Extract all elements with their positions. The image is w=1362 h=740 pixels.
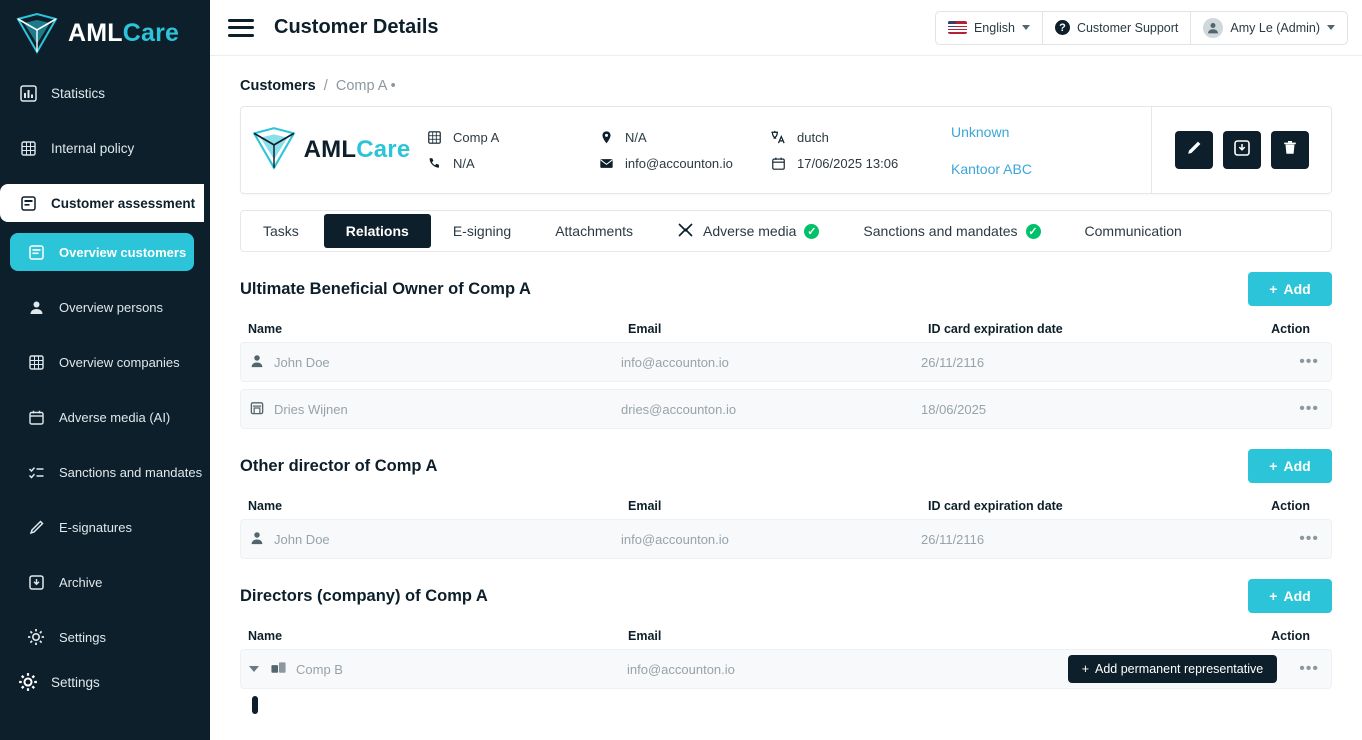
column-header-action: Action	[1271, 499, 1310, 513]
status-badge: ✓	[1026, 224, 1041, 239]
breadcrumb-separator: /	[323, 78, 328, 94]
section-ultimate-beneficial-owner	[240, 272, 1332, 429]
nested-row-indicator	[240, 696, 1332, 714]
customer-action-buttons	[1151, 107, 1331, 193]
tab-label: Communication	[1084, 223, 1182, 239]
company-icon	[425, 130, 443, 145]
customer-language-value: dutch	[797, 129, 829, 145]
table-row[interactable]	[240, 519, 1332, 559]
row-email-cell: info@accounton.io	[621, 531, 729, 547]
customer-phone-value: N/A	[453, 155, 475, 171]
archive-icon	[26, 574, 46, 591]
add-permanent-representative-label: Add permanent representative	[1095, 662, 1264, 676]
section-header	[240, 449, 1332, 483]
sidebar-item-overview-customers[interactable]	[10, 233, 194, 271]
clipboard-icon	[18, 195, 38, 212]
sidebar-item-archive[interactable]	[0, 563, 210, 601]
plus-icon: +	[1269, 458, 1278, 474]
plus-icon: +	[1269, 281, 1278, 297]
column-header-email: Email	[628, 322, 662, 336]
customer-company-value: Comp A	[453, 129, 500, 145]
sidebar-item-settings-sub[interactable]	[0, 618, 210, 656]
person-icon	[26, 299, 46, 316]
customer-status-link[interactable]: Unknown	[951, 123, 1010, 140]
content	[210, 56, 1362, 714]
sidebar-item-settings[interactable]	[0, 663, 210, 701]
row-expiration-cell: 26/11/2116	[921, 531, 985, 547]
top-bar	[210, 0, 1362, 56]
sidebar-item-label: Adverse media (AI)	[59, 409, 171, 425]
tab-sanctions-and-mandates[interactable]	[841, 211, 1062, 251]
row-more-options-icon[interactable]: •••	[1299, 530, 1319, 547]
edit-icon	[1185, 139, 1203, 162]
column-header-name: Name	[248, 322, 283, 336]
customer-email-value: info@accounton.io	[625, 155, 733, 171]
page-title: Customer Details	[274, 16, 439, 38]
avatar	[1203, 18, 1223, 38]
section-title: Directors (company) of Comp A	[240, 586, 488, 605]
amlcare-logo-icon	[14, 11, 60, 55]
location-pin-icon	[597, 130, 615, 145]
row-more-options-icon[interactable]: •••	[1299, 660, 1319, 677]
tab-e-signing[interactable]	[431, 211, 533, 251]
sidebar-subnav	[0, 233, 210, 656]
column-header-action: Action	[1271, 322, 1310, 336]
user-name-label: Amy Le (Admin)	[1230, 20, 1320, 35]
sidebar-item-customer-assessment[interactable]	[0, 184, 204, 222]
tab-adverse-media[interactable]	[655, 211, 841, 251]
customer-field-group-company	[425, 130, 597, 171]
tab-label: Adverse media	[703, 223, 797, 239]
sidebar-item-label: Overview persons	[59, 299, 164, 315]
delete-icon	[1281, 139, 1299, 162]
other-director-table	[240, 493, 1332, 559]
sidebar-item-overview-companies[interactable]	[0, 343, 210, 381]
pen-icon	[26, 519, 46, 536]
gear-icon	[18, 672, 38, 692]
sidebar-item-label: Settings	[59, 629, 106, 645]
list-icon	[26, 244, 46, 261]
plus-icon: +	[1081, 662, 1090, 676]
add-ubo-button[interactable]	[1248, 272, 1332, 306]
row-action-cell[interactable]	[1279, 531, 1319, 547]
sidebar	[0, 0, 210, 740]
customer-field-group-meta	[769, 129, 951, 171]
add-label: Add	[1283, 588, 1311, 604]
amlcare-logo-icon	[250, 125, 298, 176]
archive-button[interactable]	[1223, 131, 1261, 169]
sidebar-item-label: Internal policy	[51, 140, 135, 156]
customer-language	[769, 129, 951, 145]
column-header-name: Name	[248, 629, 283, 643]
gear-icon	[26, 628, 46, 646]
customer-logo-text	[304, 136, 411, 164]
row-action-cell[interactable]	[1279, 401, 1319, 417]
calendar-icon	[26, 409, 46, 426]
chevron-down-icon[interactable]	[249, 666, 259, 672]
calendar-icon	[769, 156, 787, 171]
user-menu[interactable]	[1191, 11, 1348, 45]
menu-toggle-icon[interactable]	[228, 19, 254, 37]
tab-label: Attachments	[555, 223, 634, 239]
sidebar-item-label: Settings	[51, 674, 100, 690]
section-title: Ultimate Beneficial Owner of Comp A	[240, 279, 531, 298]
section-directors-company	[240, 579, 1332, 714]
customer-date	[769, 156, 951, 171]
language-selector[interactable]	[935, 11, 1043, 45]
row-more-options-icon[interactable]: •••	[1299, 353, 1319, 370]
section-title: Other director of Comp A	[240, 456, 438, 475]
brand-care: Care	[122, 18, 180, 47]
section-other-director	[240, 449, 1332, 559]
customer-address-value: N/A	[625, 129, 647, 145]
column-header-name: Name	[248, 499, 283, 513]
checklist-icon	[26, 464, 46, 481]
sidebar-item-label: Overview companies	[59, 354, 180, 370]
row-email-cell: info@accounton.io	[621, 354, 729, 370]
tab-label: Relations	[345, 223, 409, 239]
sidebar-bottom	[0, 663, 210, 718]
main-area	[210, 0, 1362, 740]
person-icon	[249, 530, 265, 549]
add-permanent-representative-button[interactable]	[1068, 655, 1277, 683]
row-action-group	[1068, 655, 1319, 683]
row-name-value: Dries Wijnen	[274, 401, 348, 417]
home-icon	[249, 400, 265, 419]
customer-summary-card	[240, 106, 1332, 194]
nested-row-marker	[252, 696, 258, 714]
building-icon	[18, 140, 38, 157]
sidebar-item-adverse-media[interactable]	[0, 398, 210, 436]
delete-button[interactable]	[1271, 131, 1309, 169]
row-name-cell	[249, 400, 621, 419]
sidebar-item-label: Archive	[59, 574, 103, 590]
table-header	[240, 623, 1332, 649]
table-row[interactable]	[240, 342, 1332, 382]
customer-date-value: 17/06/2025 13:06	[797, 156, 899, 171]
add-other-director-button[interactable]	[1248, 449, 1332, 483]
column-header-expiration: ID card expiration date	[928, 322, 1063, 336]
mail-icon	[597, 156, 615, 171]
directors-company-table	[240, 623, 1332, 714]
breadcrumb-customers[interactable]: Customers	[240, 78, 316, 94]
sidebar-nav	[0, 74, 210, 656]
sidebar-item-label: Sanctions and mandates	[59, 464, 203, 480]
sidebar-item-e-signatures[interactable]	[0, 508, 210, 546]
brand-care: Care	[356, 136, 411, 163]
sidebar-item-sanctions-mandates[interactable]	[0, 453, 210, 491]
plus-icon: +	[1269, 588, 1278, 604]
breadcrumb-current: Comp A •	[335, 78, 396, 94]
add-label: Add	[1283, 458, 1311, 474]
sidebar-item-label: Statistics	[51, 85, 106, 101]
sidebar-item-label: Overview customers	[59, 244, 187, 260]
column-header-action: Action	[1271, 629, 1310, 643]
brand-aml: AML	[68, 18, 123, 47]
row-action-cell[interactable]	[1279, 354, 1319, 370]
customer-support-button[interactable]	[1043, 11, 1191, 45]
flag-us-icon	[948, 21, 967, 34]
translate-icon	[769, 129, 787, 145]
sidebar-item-statistics[interactable]	[0, 74, 210, 112]
sidebar-item-overview-persons[interactable]	[0, 288, 210, 326]
add-director-company-button[interactable]	[1248, 579, 1332, 613]
chevron-down-icon	[1327, 25, 1335, 30]
row-name-cell	[249, 353, 621, 372]
table-row[interactable]	[240, 389, 1332, 429]
row-name-cell	[249, 660, 627, 679]
company-icon	[270, 660, 287, 679]
row-expiration-cell: 26/11/2116	[921, 354, 985, 370]
row-name-value: John Doe	[274, 354, 330, 370]
ubo-table	[240, 316, 1332, 429]
sidebar-item-label: E-signatures	[59, 519, 132, 535]
table-header	[240, 493, 1332, 519]
brand-text	[68, 19, 179, 48]
tab-label: E-signing	[452, 223, 512, 239]
archive-icon	[1233, 139, 1251, 162]
tab-tasks[interactable]	[241, 211, 321, 251]
brand-logo-area[interactable]	[0, 0, 210, 56]
row-email-cell: dries@accounton.io	[621, 401, 737, 417]
column-header-expiration: ID card expiration date	[928, 499, 1063, 513]
chevron-down-icon	[1022, 25, 1030, 30]
customer-field-group-contact	[597, 130, 769, 171]
tab-communication[interactable]	[1063, 211, 1204, 251]
row-name-value: Comp B	[296, 661, 343, 677]
row-name-value: John Doe	[274, 531, 330, 547]
column-header-email: Email	[628, 499, 662, 513]
customer-field-group-links	[951, 124, 1127, 177]
status-badge: ✓	[804, 224, 819, 239]
customer-fields	[419, 107, 1151, 193]
tab-relations[interactable]	[324, 214, 431, 248]
customer-office-link[interactable]: Kantoor ABC	[951, 160, 1032, 177]
top-bar-right	[935, 11, 1348, 45]
section-header	[240, 579, 1332, 613]
tab-bar	[240, 210, 1332, 252]
row-expiration-cell: 18/06/2025	[921, 401, 987, 417]
row-email-cell: info@accounton.io	[627, 661, 735, 677]
brand-aml: AML	[303, 136, 357, 163]
customer-phone	[425, 156, 597, 171]
table-header	[240, 316, 1332, 342]
language-label: English	[973, 20, 1015, 35]
row-name-cell	[249, 530, 621, 549]
tab-label: Sanctions and mandates	[863, 223, 1018, 239]
sidebar-item-label: Customer assessment	[51, 195, 196, 211]
sidebar-item-internal-policy[interactable]	[0, 129, 210, 167]
company-icon	[26, 354, 46, 371]
customer-company	[425, 130, 597, 145]
person-icon	[249, 353, 265, 372]
breadcrumb	[240, 56, 1332, 106]
edit-button[interactable]	[1175, 131, 1213, 169]
add-label: Add	[1283, 281, 1311, 297]
column-header-email: Email	[628, 629, 662, 643]
table-row[interactable]	[240, 649, 1332, 689]
row-more-options-icon[interactable]: •••	[1299, 400, 1319, 417]
question-mark-icon: ?	[1055, 20, 1070, 35]
customer-address	[597, 130, 769, 145]
customer-logo	[241, 107, 419, 193]
section-header	[240, 272, 1332, 306]
tab-attachments[interactable]	[533, 211, 655, 251]
bar-chart-icon	[18, 85, 38, 102]
radar-icon	[677, 221, 695, 242]
tab-label: Tasks	[263, 223, 299, 239]
phone-icon	[425, 156, 443, 171]
customer-support-label: Customer Support	[1076, 20, 1179, 35]
customer-email	[597, 156, 769, 171]
